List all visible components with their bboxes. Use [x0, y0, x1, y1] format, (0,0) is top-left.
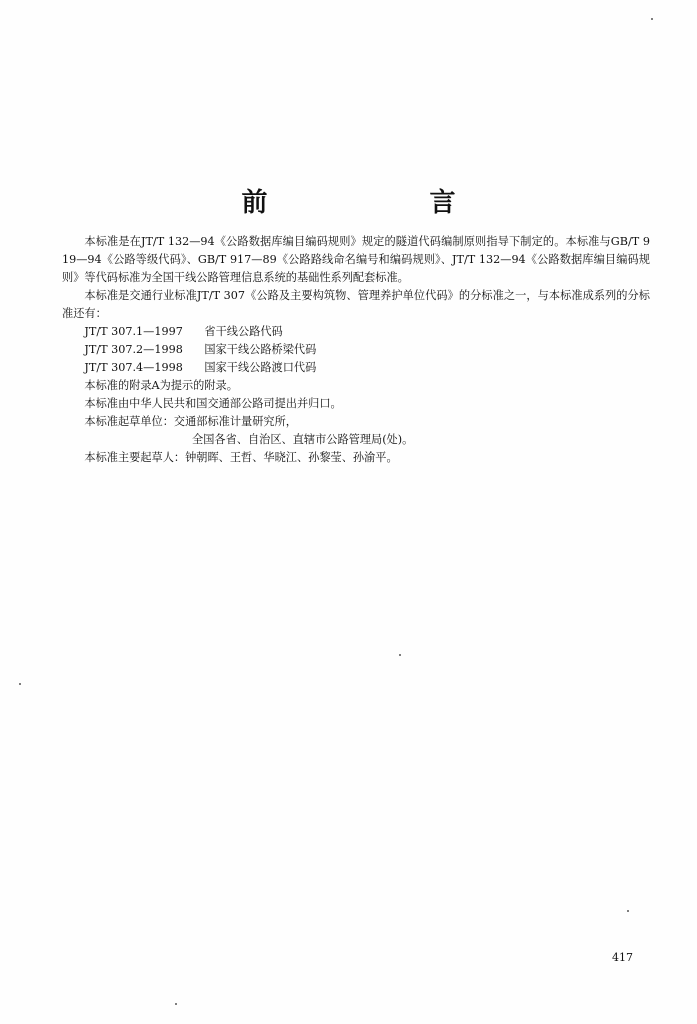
drafting-units-continued: 全国各省、自治区、直辖市公路管理局(处)。: [192, 433, 414, 446]
paragraph-series: 本标准是交通行业标准JT/T 307《公路及主要构筑物、管理养护单位代码》的分标准之一，与本标准成系列的分标准还有：: [62, 289, 650, 320]
sub-standard-row: [62, 341, 650, 359]
sub-standard-code: JT/T 307.2—1998: [84, 343, 183, 356]
page-title: 前 言: [241, 188, 524, 218]
scan-speck: [399, 654, 401, 656]
appendix-note: 本标准的附录A为提示的附录。: [84, 379, 238, 392]
drafting-units: 本标准起草单位：交通部标准计量研究所，: [84, 415, 297, 428]
page-number: 417: [612, 951, 633, 964]
scan-speck: [19, 683, 21, 685]
sub-standard-code: JT/T 307.4—1998: [84, 361, 183, 374]
sub-standard-code: JT/T 307.1—1997: [84, 325, 183, 338]
scan-speck: [627, 910, 629, 912]
sub-standard-name: 国家干线公路渡口代码: [204, 361, 317, 374]
sub-standard-row: [62, 323, 650, 341]
scan-speck: [175, 1003, 177, 1005]
paragraph-scope: 本标准是在JT/T 132—94《公路数据库编目编码规则》规定的隧道代码编制原则指导下制定的。本标准与GB/T 919—94《公路等级代码》、GB/T 917—89《公路路线命名编号和编码规则》、JT/T 132—94《公路数据库编目编码规则》等代码标准为全国干线公路管理信息系统的基础性系列配套标准。: [62, 235, 650, 284]
sub-standard-name: 省干线公路代码: [204, 325, 283, 338]
sub-standard-row: [62, 359, 650, 377]
sub-standard-name: 国家干线公路桥梁代码: [204, 343, 317, 356]
scan-speck: [651, 18, 653, 20]
proposer-note: 本标准由中华人民共和国交通部公路司提出并归口。: [84, 397, 342, 410]
foreword-body: [62, 233, 650, 467]
drafters-note: 本标准主要起草人：钟朝晖、王哲、华晓江、孙黎莹、孙渝平。: [84, 451, 398, 464]
